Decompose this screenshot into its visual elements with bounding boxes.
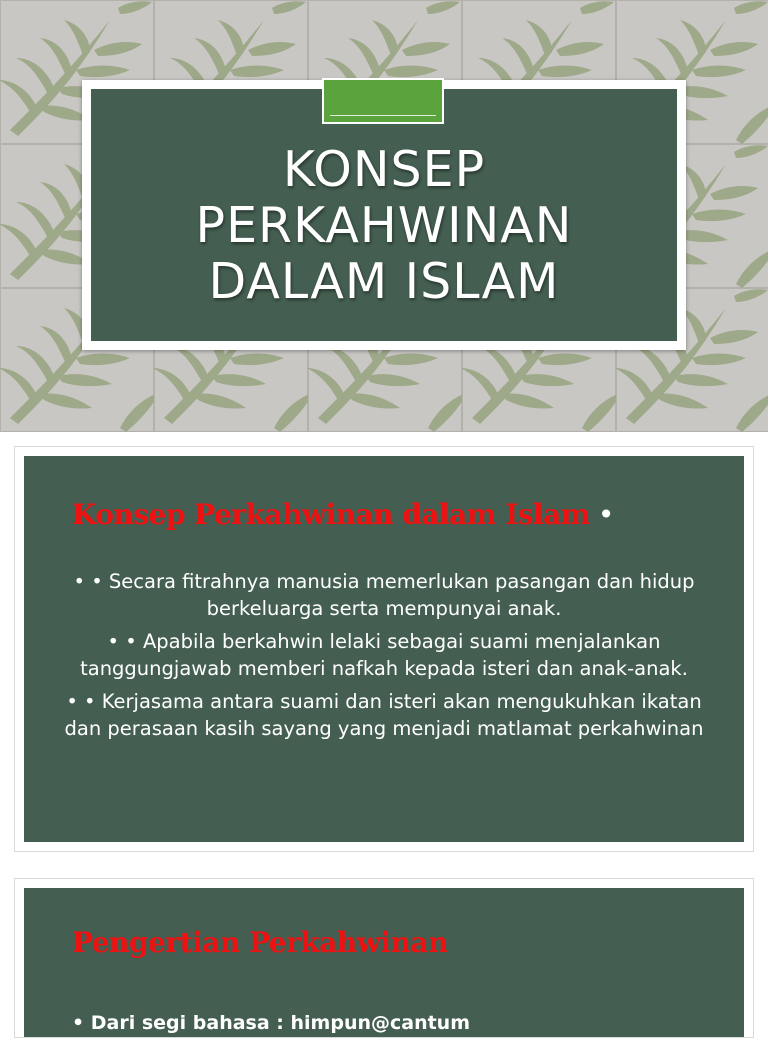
bullet-item: • • Apabila berkahwin lelaki sebagai suami menjalankan tanggungjawab memberi nafkah kepada isteri dan anak-anak. [80,630,688,680]
slide-heading-text: Pengertian Perkahwinan [72,926,448,959]
slide-heading [72,926,448,959]
bullet-item: • • Kerjasama antara suami dan isteri akan mengukuhkan ikatan dan perasaan kasih sayang yang menjadi matlamat perkahwinan [64,690,704,740]
bullet-list [64,568,704,748]
slide-panel [24,456,744,842]
title-line: DALAM ISLAM [208,253,560,310]
slide-konsep [14,446,754,852]
title-slide [0,0,768,432]
slide-panel [24,888,744,1037]
title-frame [82,80,686,350]
bullet-item: • • Secara fitrahnya manusia memerlukan pasangan dan hidup berkeluarga serta mempunyai anak. [73,570,695,620]
title-line: PERKAHWINAN [195,197,573,254]
title-panel [91,89,677,341]
accent-tab [322,78,444,124]
title-line: KONSEP [282,141,486,198]
slide-pengertian [14,878,754,1038]
slide-heading-text: Konsep Perkahwinan dalam Islam [72,498,590,531]
bullet-item: • Dari segi bahasa : himpun@cantum [72,1012,471,1034]
heading-bullet: • [597,498,614,531]
presentation-title [196,142,573,310]
slide-heading [72,498,614,531]
